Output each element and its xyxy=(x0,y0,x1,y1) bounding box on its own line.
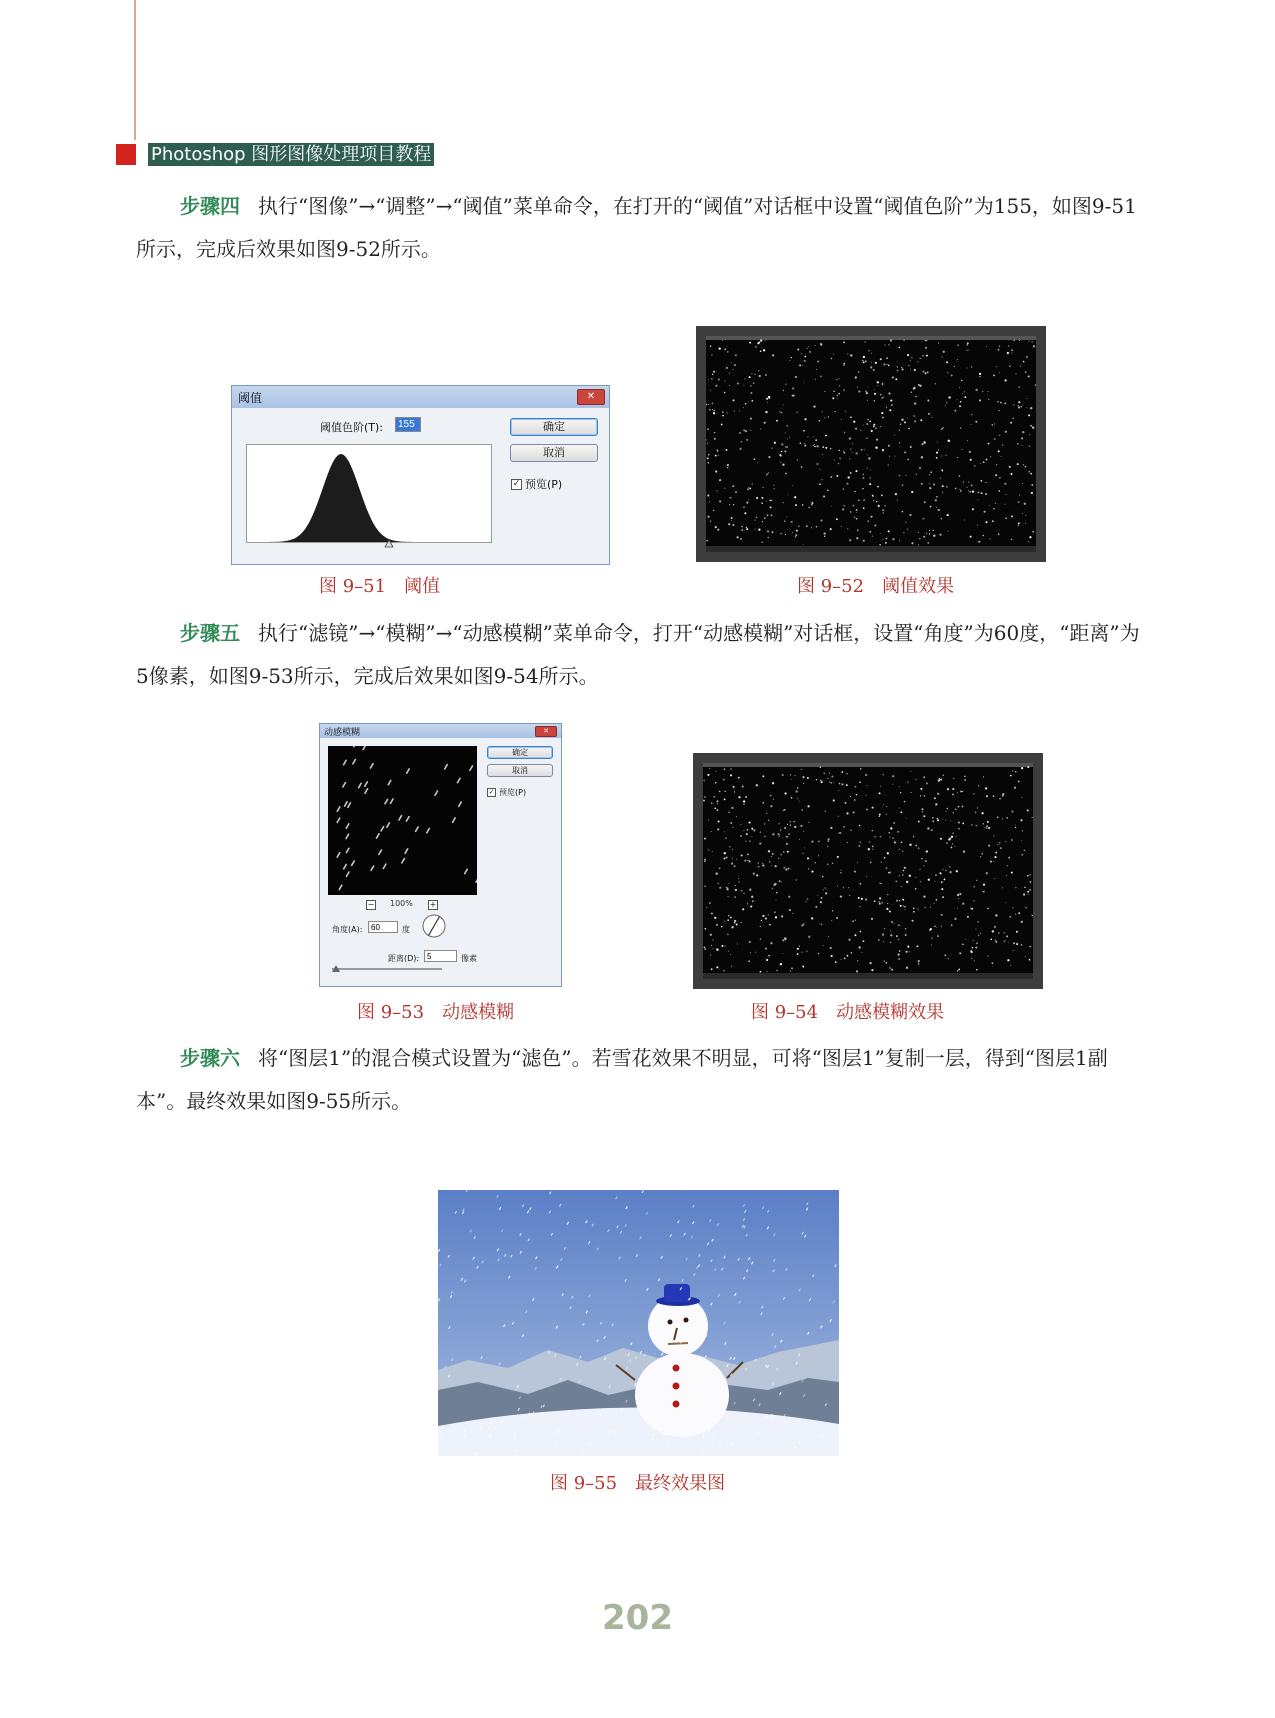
distance-unit: 像素 xyxy=(461,954,477,963)
preview-label: 预览(P) xyxy=(525,478,563,491)
dialog-titlebar xyxy=(320,724,561,738)
checkbox-check-icon: ✓ xyxy=(512,478,521,489)
snowman-button xyxy=(673,1365,680,1372)
snowman-mouth xyxy=(668,1343,688,1344)
preview-checkbox[interactable] xyxy=(511,476,562,492)
histogram xyxy=(246,444,492,548)
snow-noise xyxy=(703,763,1033,979)
motion-blur-dialog xyxy=(319,723,562,987)
close-icon[interactable]: ✕ xyxy=(535,726,557,737)
motion-blur-effect-image xyxy=(693,753,1043,989)
book-title: Photoshop 图形图像处理项目教程 xyxy=(148,143,434,166)
step4-paragraph xyxy=(136,185,1142,271)
zoom-out-icon[interactable]: − xyxy=(367,900,375,909)
snowman-eye xyxy=(684,1318,689,1323)
snowman-button xyxy=(673,1401,680,1408)
step4-label: 步骤四 xyxy=(180,194,240,218)
threshold-level-input[interactable] xyxy=(395,417,421,432)
snowman-body xyxy=(635,1353,729,1437)
snowman-eye xyxy=(668,1320,673,1325)
angle-unit: 度 xyxy=(402,925,410,934)
threshold-dialog xyxy=(231,385,610,565)
snowman-final-image xyxy=(438,1190,839,1456)
distance-slider-handle[interactable] xyxy=(332,965,340,972)
snowman-hat xyxy=(664,1284,690,1302)
distance-label: 距离(D): xyxy=(388,954,420,963)
ok-button[interactable]: 确定 xyxy=(510,418,598,436)
step5-text: 执行“滤镜”→“模糊”→“动感模糊”菜单命令，打开“动感模糊”对话框，设置“角度”为60度，“距离”为5像素，如图9-53所示，完成后效果如图9-54所示。 xyxy=(136,621,1140,688)
snow-noise xyxy=(706,336,1036,552)
ok-button[interactable]: 确定 xyxy=(487,746,553,759)
motion-preview xyxy=(328,746,477,895)
preview-pane[interactable] xyxy=(328,746,477,895)
distance-slider-track[interactable] xyxy=(332,968,442,970)
status-bar xyxy=(703,973,1033,979)
snowman-button xyxy=(673,1383,680,1390)
cancel-button[interactable]: 取消 xyxy=(510,444,598,462)
step6-paragraph xyxy=(136,1037,1142,1123)
checkbox-check-icon: ✓ xyxy=(488,788,495,796)
figure-caption-9-54: 图 9–54 动感模糊效果 xyxy=(751,1002,945,1023)
zoom-level: 100% xyxy=(390,899,413,908)
figure-caption-9-51: 图 9–51 阈值 xyxy=(319,576,441,597)
threshold-effect-image xyxy=(696,326,1046,562)
status-bar xyxy=(706,546,1036,552)
close-icon[interactable]: ✕ xyxy=(577,389,605,405)
step5-label: 步骤五 xyxy=(180,621,240,645)
distance-input[interactable] xyxy=(424,950,457,962)
cancel-button[interactable]: 取消 xyxy=(487,764,553,777)
dialog-title: 动感模糊 xyxy=(324,728,361,738)
figure-caption-9-52: 图 9–52 阈值效果 xyxy=(797,576,955,597)
margin-rule xyxy=(134,0,136,140)
page-number: 202 xyxy=(602,1598,673,1638)
step6-label: 步骤六 xyxy=(180,1046,240,1070)
zoom-in-icon[interactable]: + xyxy=(429,900,437,909)
angle-input[interactable] xyxy=(368,921,398,933)
preview-label: 预览(P) xyxy=(499,788,527,797)
angle-label: 角度(A): xyxy=(332,925,363,934)
step6-text: 将“图层1”的混合模式设置为“滤色”。若雪花效果不明显，可将“图层1”复制一层，得到“图层1副本”。最终效果如图9-55所示。 xyxy=(136,1046,1108,1113)
dialog-titlebar xyxy=(232,386,609,408)
preview-checkbox[interactable] xyxy=(487,787,526,798)
figure-caption-9-55: 图 9–55 最终效果图 xyxy=(550,1473,726,1494)
step4-text: 执行“图像”→“调整”→“阈值”菜单命令，在打开的“阈值”对话框中设置“阈值色阶”为155，如图9-51所示，完成后效果如图9-52所示。 xyxy=(136,194,1137,261)
step5-paragraph xyxy=(136,612,1142,698)
dialog-title: 阈值 xyxy=(238,391,263,405)
angle-dial-icon[interactable] xyxy=(421,913,447,939)
threshold-level-label: 阈值色阶(T): xyxy=(320,421,384,434)
header-marker xyxy=(116,144,136,165)
figure-caption-9-53: 图 9–53 动感模糊 xyxy=(357,1002,515,1023)
